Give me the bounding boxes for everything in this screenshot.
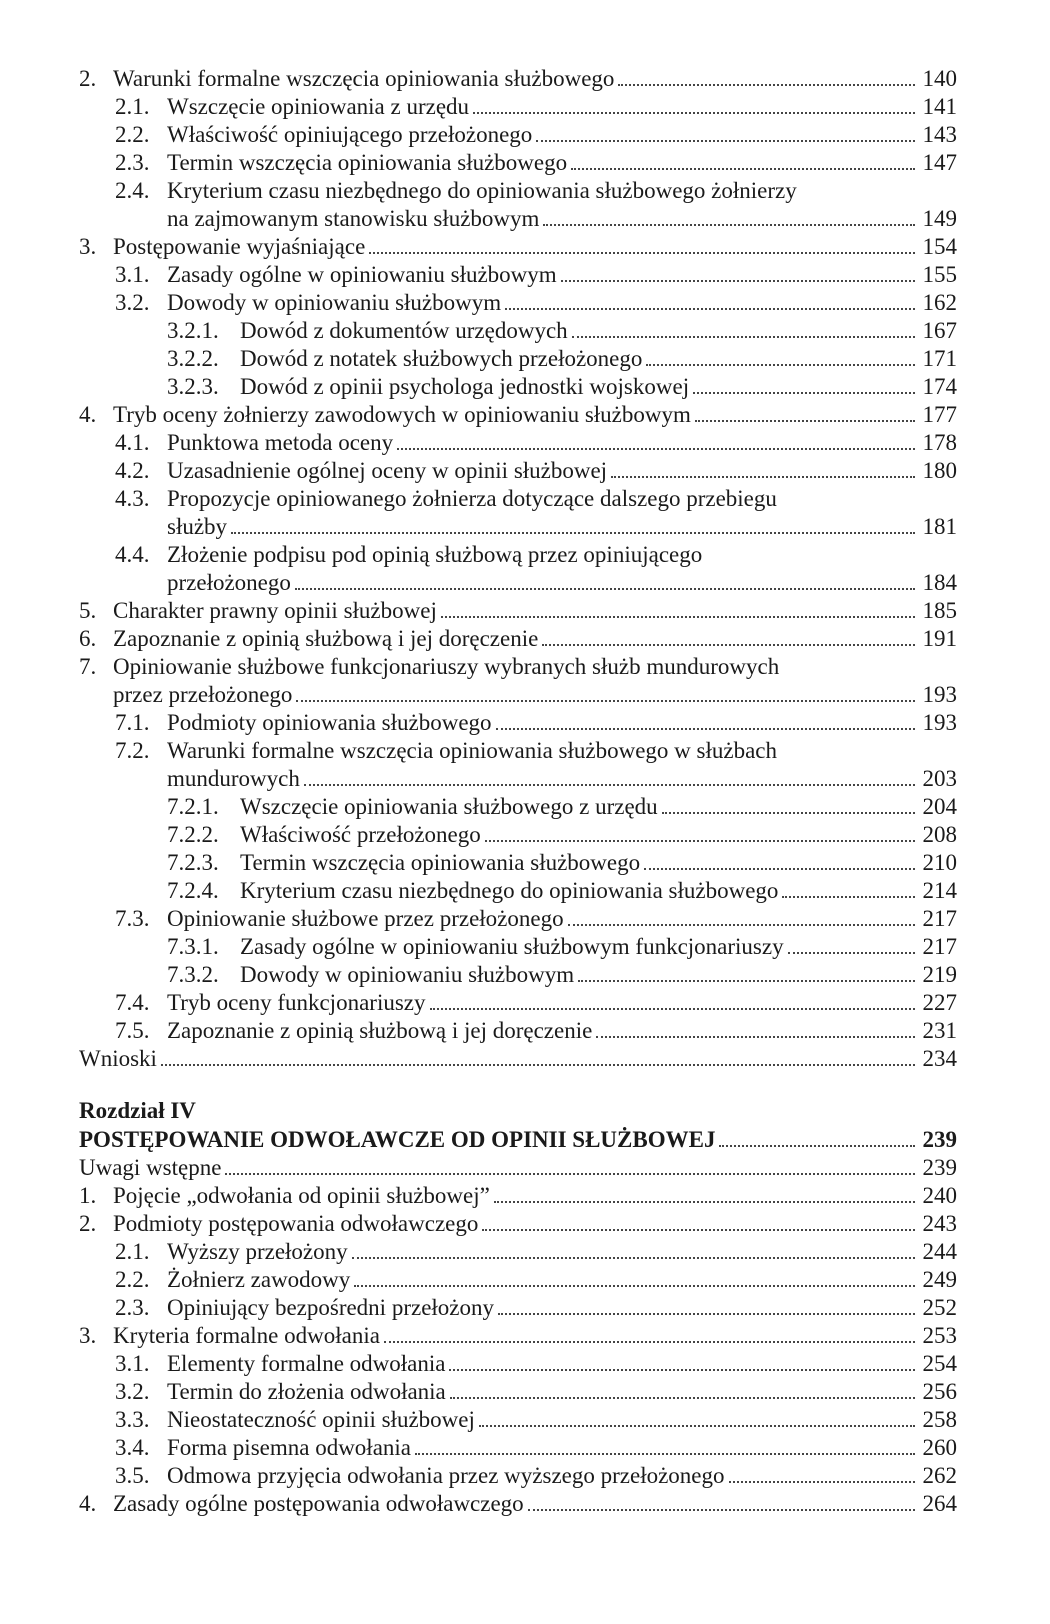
toc-entry-page-number: 143 <box>922 122 957 147</box>
toc-entry-number: 7.2.2. <box>167 822 219 847</box>
toc-entry-title: Podmioty postępowania odwoławczego <box>113 1211 479 1236</box>
toc-entry-page-number: 254 <box>922 1351 957 1376</box>
leader-dots <box>354 1275 915 1287</box>
toc-entry-number: 2.2. <box>115 1267 150 1292</box>
toc-entry-title: Właściwość opiniującego przełożonego <box>167 122 533 147</box>
toc-entry-page-number: 252 <box>922 1295 957 1320</box>
toc-entry-page-number: 217 <box>922 934 957 959</box>
leader-dots <box>479 1415 915 1427</box>
toc-entry <box>79 596 957 624</box>
toc-entry-page-number: 239 <box>922 1155 957 1180</box>
toc-entry-title: Kryteria formalne odwołania <box>113 1323 380 1348</box>
toc-entry-number: 2. <box>79 1211 97 1236</box>
toc-entry-number: 2.3. <box>115 150 150 175</box>
leader-dots <box>578 970 915 982</box>
toc-entry-title: Dowody w opiniowaniu służbowym <box>167 290 502 315</box>
toc-entry-number: 3. <box>79 1323 97 1348</box>
toc-entry-number: 7.3. <box>115 906 150 931</box>
toc-entry-page-number: 227 <box>922 990 957 1015</box>
toc-entry-number: 2. <box>79 66 97 91</box>
toc-entry-number: 3. <box>79 234 97 259</box>
toc-entry-continuation <box>167 568 957 596</box>
toc-entry <box>115 176 957 204</box>
toc-entry-number: 4.3. <box>115 486 150 511</box>
toc-entry-title: Zasady ogólne w opiniowaniu służbowym funkcjonariuszy <box>240 934 784 959</box>
chapter-label: Rozdział IV <box>79 1098 196 1123</box>
leader-dots <box>695 410 915 422</box>
toc-entry-number: 7.2.4. <box>167 878 219 903</box>
leader-dots <box>496 718 915 730</box>
toc-entry-page-number: 167 <box>922 318 957 343</box>
toc-entry-number: 2.4. <box>115 178 150 203</box>
toc-entry-page-number: 191 <box>922 626 957 651</box>
toc-entry-title: Nieostateczność opinii służbowej <box>167 1407 475 1432</box>
toc-entry-title: Podmioty opiniowania służbowego <box>167 710 492 735</box>
leader-dots <box>528 1499 915 1511</box>
toc-entry-number: 7.1. <box>115 710 150 735</box>
toc-entry <box>167 316 957 344</box>
leader-dots <box>571 158 915 170</box>
leader-dots <box>536 130 915 142</box>
toc-entry-title: Warunki formalne wszczęcia opiniowania służbowego <box>113 66 615 91</box>
toc-entry-title: Zapoznanie z opinią służbową i jej doręczenie <box>167 1018 593 1043</box>
toc-entry-page-number: 184 <box>922 570 957 595</box>
toc-entry-page-number: 185 <box>922 598 957 623</box>
chapter-title-line <box>79 1125 957 1153</box>
toc-entry <box>167 932 957 960</box>
chapter-title: POSTĘPOWANIE ODWOŁAWCZE OD OPINII SŁUŻBOWEJ <box>79 1127 716 1152</box>
leader-dots <box>498 1303 915 1315</box>
leader-dots <box>494 1191 915 1203</box>
toc-entry <box>115 1405 957 1433</box>
toc-entry-title: Dowód z dokumentów urzędowych <box>240 318 568 343</box>
toc-entry <box>115 92 957 120</box>
toc-entry-page-number: 171 <box>922 346 957 371</box>
toc-entry-number: 2.3. <box>115 1295 150 1320</box>
toc-entry-page-number: 244 <box>922 1239 957 1264</box>
toc-entry-title: Propozycje opiniowanego żołnierza dotyczące dalszego przebiegu <box>167 486 777 511</box>
toc-entry-number: 4.2. <box>115 458 150 483</box>
toc-entry-title: Postępowanie wyjaśniające <box>113 234 366 259</box>
toc-entry-continuation <box>167 204 957 232</box>
leader-dots <box>397 438 915 450</box>
toc-entry-page-number: 262 <box>922 1463 957 1488</box>
leader-dots <box>782 886 915 898</box>
toc-entry-number: 3.2.3. <box>167 374 219 399</box>
toc-entry <box>167 344 957 372</box>
toc-entry-number: 3.2.2. <box>167 346 219 371</box>
leader-dots <box>296 690 915 702</box>
leader-dots <box>568 914 915 926</box>
toc-entry-page-number: 141 <box>922 94 957 119</box>
leader-dots <box>644 858 915 870</box>
toc-entry <box>115 148 957 176</box>
toc-entry-page-number: 155 <box>922 262 957 287</box>
toc-entry-page-number: 149 <box>922 206 957 231</box>
toc-entry <box>115 1237 957 1265</box>
toc-entry-title: Punktowa metoda oceny <box>167 430 394 455</box>
toc-entry <box>79 1044 957 1072</box>
leader-dots <box>543 214 915 226</box>
toc-entry-number: 5. <box>79 598 97 623</box>
leader-dots <box>542 634 915 646</box>
leader-dots <box>449 1359 915 1371</box>
leader-dots <box>450 1387 915 1399</box>
toc-entry-title: Wnioski <box>79 1046 157 1071</box>
toc-entry-page-number: 180 <box>922 458 957 483</box>
leader-dots <box>646 354 915 366</box>
toc-entry-title: Tryb oceny funkcjonariuszy <box>167 990 426 1015</box>
leader-dots <box>482 1219 915 1231</box>
toc-entry-number: 4. <box>79 1491 97 1516</box>
leader-dots <box>473 102 915 114</box>
toc-entry-page-number: 203 <box>922 766 957 791</box>
toc-entry <box>115 456 957 484</box>
leader-dots <box>161 1054 915 1066</box>
toc-entry-page-number: 174 <box>922 374 957 399</box>
toc-entry <box>115 260 957 288</box>
toc-entry-page-number: 258 <box>922 1407 957 1432</box>
toc-entry <box>79 624 957 652</box>
toc-entry <box>79 1489 957 1517</box>
leader-dots <box>618 74 915 86</box>
toc-entry-title: Warunki formalne wszczęcia opiniowania służbowego w służbach <box>167 738 777 763</box>
toc-entry <box>115 1265 957 1293</box>
toc-entry-title-continued: mundurowych <box>167 766 300 791</box>
leader-dots <box>693 382 915 394</box>
toc-entry <box>115 428 957 456</box>
toc-entry-page-number: 147 <box>922 150 957 175</box>
toc-entry-number: 3.4. <box>115 1435 150 1460</box>
toc-entry-title: Właściwość przełożonego <box>240 822 481 847</box>
leader-dots <box>369 242 915 254</box>
toc-entry-page-number: 260 <box>922 1435 957 1460</box>
toc-entry <box>115 540 957 568</box>
toc-entry <box>115 1293 957 1321</box>
toc-entry-page-number: 234 <box>922 1046 957 1071</box>
toc-entry-title: Dowody w opiniowaniu służbowym <box>240 962 575 987</box>
toc-entry-page-number: 249 <box>922 1267 957 1292</box>
toc-entry <box>115 484 957 512</box>
leader-dots <box>561 270 915 282</box>
toc-entry <box>115 1377 957 1405</box>
leader-dots <box>485 830 915 842</box>
toc-entry-title-continued: przełożonego <box>167 570 291 595</box>
toc-entry-title: Wyższy przełożony <box>167 1239 348 1264</box>
toc-entry <box>115 1433 957 1461</box>
toc-entry <box>115 988 957 1016</box>
toc-entry <box>79 652 957 680</box>
toc-entry-title: Zapoznanie z opinią służbową i jej doręczenie <box>113 626 539 651</box>
toc-entry-title-continued: służby <box>167 514 228 539</box>
toc-entry-number: 3.2. <box>115 1379 150 1404</box>
toc-entry-number: 3.1. <box>115 1351 150 1376</box>
leader-dots <box>719 1135 915 1147</box>
toc-entry <box>79 1153 957 1181</box>
leader-dots <box>304 774 915 786</box>
toc-entry <box>167 820 957 848</box>
toc-entry-title: Uwagi wstępne <box>79 1155 222 1180</box>
leader-dots <box>295 578 915 590</box>
toc-entry-page-number: 140 <box>922 66 957 91</box>
toc-entry <box>115 1461 957 1489</box>
toc-entry-number: 7.2.1. <box>167 794 219 819</box>
toc-entry <box>167 792 957 820</box>
toc-entry-number: 6. <box>79 626 97 651</box>
toc-entry-page-number: 181 <box>922 514 957 539</box>
toc-entry-title: Odmowa przyjęcia odwołania przez wyższego przełożonego <box>167 1463 725 1488</box>
toc-entry <box>167 876 957 904</box>
toc-entry <box>115 904 957 932</box>
leader-dots <box>788 942 915 954</box>
toc-entry-page-number: 264 <box>922 1491 957 1516</box>
toc-entry-number: 3.3. <box>115 1407 150 1432</box>
leader-dots <box>572 326 915 338</box>
toc-entry-number: 3.2.1. <box>167 318 219 343</box>
toc-entry-page-number: 240 <box>922 1183 957 1208</box>
toc-entry <box>79 1209 957 1237</box>
toc-entry <box>79 1321 957 1349</box>
toc-entry-page-number: 231 <box>922 1018 957 1043</box>
toc-entry-continuation <box>167 512 957 540</box>
leader-dots <box>505 298 915 310</box>
toc-entry-number: 7.2.3. <box>167 850 219 875</box>
toc-entry-title: Elementy formalne odwołania <box>167 1351 446 1376</box>
toc-entry-title: Charakter prawny opinii służbowej <box>113 598 437 623</box>
toc-entry-title: Kryterium czasu niezbędnego do opiniowania służbowego <box>240 878 779 903</box>
leader-dots <box>384 1331 915 1343</box>
toc-entry-page-number: 162 <box>922 290 957 315</box>
toc-entry-title: Opiniujący bezpośredni przełożony <box>167 1295 494 1320</box>
toc-entry-page-number: 217 <box>922 906 957 931</box>
toc-entry-title: Termin do złożenia odwołania <box>167 1379 446 1404</box>
toc-entry <box>79 1181 957 1209</box>
toc-entry-number: 3.5. <box>115 1463 150 1488</box>
toc-entry-continuation <box>113 680 957 708</box>
toc-entry-page-number: 154 <box>922 234 957 259</box>
toc-entry-title: Tryb oceny żołnierzy zawodowych w opiniowaniu służbowym <box>113 402 691 427</box>
toc-entry-title: Uzasadnienie ogólnej oceny w opinii służbowej <box>167 458 608 483</box>
toc-entry-number: 2.1. <box>115 94 150 119</box>
toc-entry <box>79 64 957 92</box>
leader-dots <box>611 466 915 478</box>
toc-entry-title: Dowód z opinii psychologa jednostki wojskowej <box>240 374 690 399</box>
toc-entry-number: 4. <box>79 402 97 427</box>
chapter-page-number: 239 <box>922 1127 957 1152</box>
leader-dots <box>352 1247 915 1259</box>
toc-entry <box>115 736 957 764</box>
toc-entry-page-number: 256 <box>922 1379 957 1404</box>
leader-dots <box>596 1026 915 1038</box>
toc-entry-title: Zasady ogólne w opiniowaniu służbowym <box>167 262 557 287</box>
leader-dots <box>662 802 915 814</box>
toc-entry-number: 7.5. <box>115 1018 150 1043</box>
toc-entry-title: Dowód z notatek służbowych przełożonego <box>240 346 643 371</box>
toc-entry-page-number: 204 <box>922 794 957 819</box>
toc-entry-number: 3.2. <box>115 290 150 315</box>
toc-entry <box>167 372 957 400</box>
toc-entry-page-number: 177 <box>922 402 957 427</box>
toc-entry-page-number: 243 <box>922 1211 957 1236</box>
leader-dots <box>231 522 915 534</box>
toc-entry-page-number: 210 <box>922 850 957 875</box>
toc-entry <box>115 288 957 316</box>
toc-entry <box>115 1016 957 1044</box>
toc-entry-title-continued: przez przełożonego <box>113 682 293 707</box>
toc-entry <box>115 708 957 736</box>
toc-entry-title: Termin wszczęcia opiniowania służbowego <box>240 850 641 875</box>
toc-entry-number: 7.3.1. <box>167 934 219 959</box>
toc-entry-page-number: 253 <box>922 1323 957 1348</box>
toc-entry-number: 7.4. <box>115 990 150 1015</box>
toc-entry-number: 7.3.2. <box>167 962 219 987</box>
toc-entry-page-number: 178 <box>922 430 957 455</box>
toc-entry-title: Zasady ogólne postępowania odwoławczego <box>113 1491 524 1516</box>
toc-entry-number: 4.4. <box>115 542 150 567</box>
toc-entry <box>115 120 957 148</box>
toc-entry-title: Kryterium czasu niezbędnego do opiniowania służbowego żołnierzy <box>167 178 797 203</box>
toc-entry-title: Wszczęcie opiniowania z urzędu <box>167 94 470 119</box>
toc-entry <box>167 960 957 988</box>
leader-dots <box>430 998 916 1010</box>
leader-dots <box>415 1443 915 1455</box>
toc-entry-page-number: 193 <box>922 710 957 735</box>
toc-entry-page-number: 214 <box>922 878 957 903</box>
toc-entry-title: Złożenie podpisu pod opinią służbową przez opiniującego <box>167 542 703 567</box>
leader-dots <box>729 1471 915 1483</box>
leader-dots <box>225 1163 915 1175</box>
toc-entry-page-number: 193 <box>922 682 957 707</box>
toc-entry-title: Pojęcie „odwołania od opinii służbowej” <box>113 1183 490 1208</box>
toc-entry-title: Opiniowanie służbowe przez przełożonego <box>167 906 564 931</box>
toc-entry-title: Forma pisemna odwołania <box>167 1435 412 1460</box>
toc-entry <box>115 1349 957 1377</box>
toc-entry-title: Żołnierz zawodowy <box>167 1267 351 1292</box>
toc-entry <box>79 400 957 428</box>
toc-entry-title: Wszczęcie opiniowania służbowego z urzędu <box>240 794 658 819</box>
toc-entry-page-number: 219 <box>922 962 957 987</box>
toc-entry-number: 7. <box>79 654 97 679</box>
toc-entry-number: 1. <box>79 1183 97 1208</box>
toc-entry-number: 2.2. <box>115 122 150 147</box>
toc-entry-number: 7.2. <box>115 738 150 763</box>
toc-entry-title-continued: na zajmowanym stanowisku służbowym <box>167 206 540 231</box>
toc-entry-title: Opiniowanie służbowe funkcjonariuszy wybranych służb mundurowych <box>113 654 780 679</box>
toc-entry-number: 2.1. <box>115 1239 150 1264</box>
toc-entry-page-number: 208 <box>922 822 957 847</box>
toc-entry-title: Termin wszczęcia opiniowania służbowego <box>167 150 568 175</box>
toc-entry <box>167 848 957 876</box>
toc-entry-number: 4.1. <box>115 430 150 455</box>
toc-entry-continuation <box>167 764 957 792</box>
leader-dots <box>441 606 915 618</box>
toc-entry <box>79 232 957 260</box>
toc-entry-number: 3.1. <box>115 262 150 287</box>
